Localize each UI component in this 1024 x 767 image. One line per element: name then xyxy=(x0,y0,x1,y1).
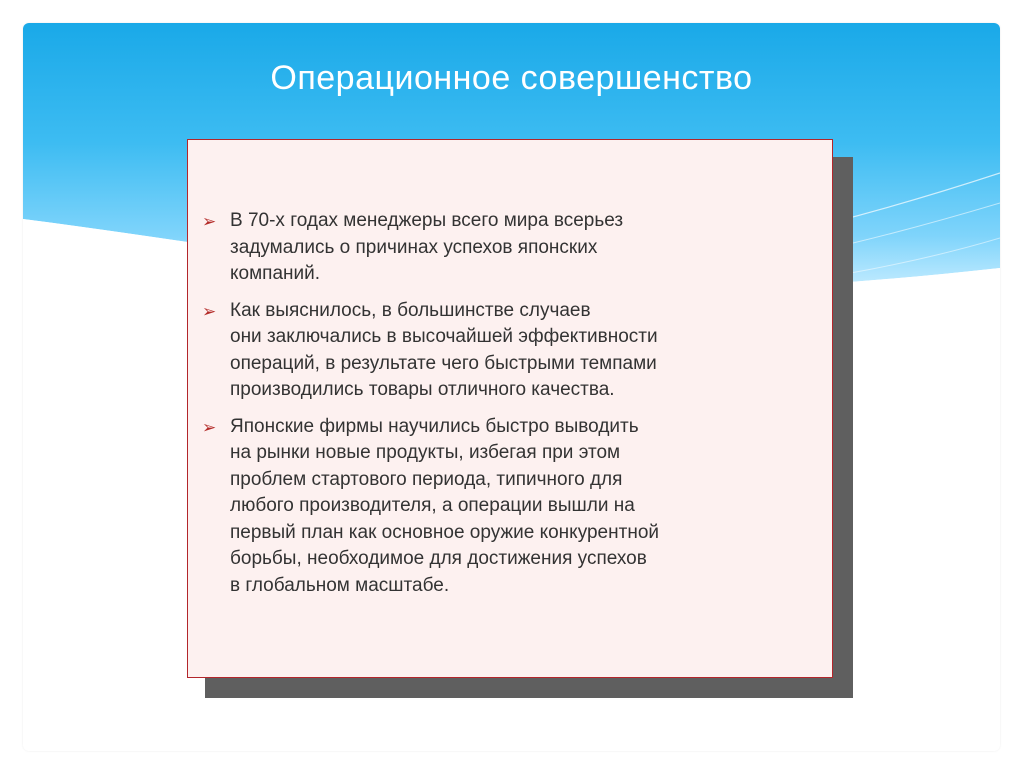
chevron-right-icon: ➢ xyxy=(202,212,217,231)
bullet-text: Как выяснилось, в большинстве случаев они заключались в высочайшей эффективности операций, в результате чего быстрыми темпами производились товары отличного качества. xyxy=(230,299,658,400)
chevron-right-icon: ➢ xyxy=(202,417,217,437)
list-item xyxy=(202,414,802,600)
bullet-list xyxy=(202,208,802,609)
slide xyxy=(23,23,1000,751)
list-item xyxy=(202,298,802,404)
chevron-right-icon: ➢ xyxy=(202,301,217,321)
bullet-text: Японские фирмы научились быстро выводить на рынки новые продукты, избегая при этом проблем стартового периода, типичного для любого производителя, а операции вышли на первый план как основное оружие конкурентной борьбы, необходимое для достижения успехов в глобальном масштабе. xyxy=(230,415,659,596)
content-box xyxy=(187,139,833,678)
bullet-text: В 70-х годах менеджеры всего мира всерьез задумались о причинах успехов японских компаний. xyxy=(230,210,624,284)
list-item xyxy=(202,208,802,288)
slide-title: Операционное совершенство xyxy=(270,59,753,97)
